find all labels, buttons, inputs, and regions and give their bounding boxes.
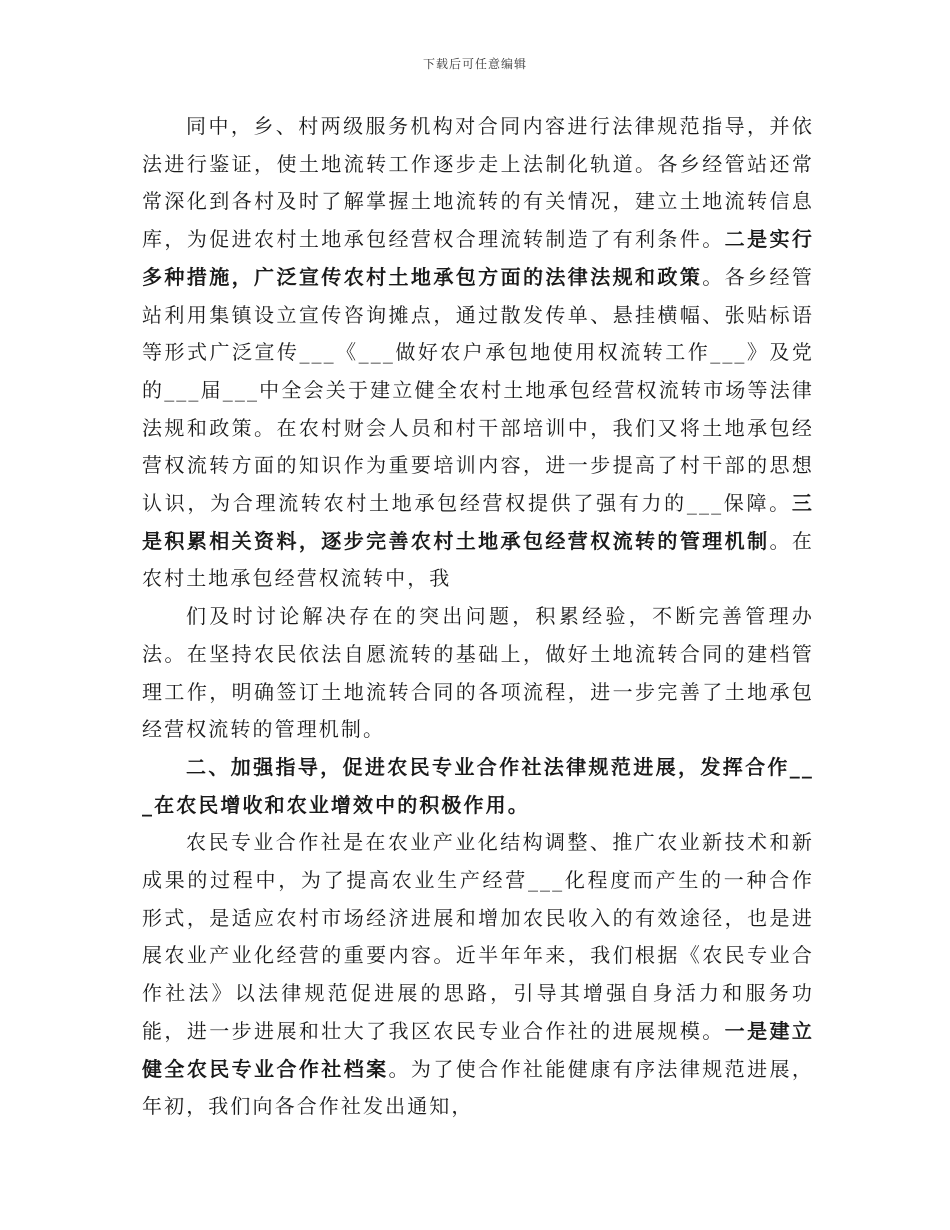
- paragraph-1-bold-point-three: 三是积累相关资料，逐步完善农村土地承包经营权流转的管理机制: [142, 491, 814, 553]
- paragraph-2-text: 们及时讨论解决存在的突出问题，积累经验，不断完善管理办法。在坚持农民依法自愿流转的基础上，做好土地流转合同的建档管理工作，明确签订土地流转合同的各项流程，进一步完善了土地承包经营权流转的管理机制。: [142, 604, 814, 742]
- section-heading-2: [142, 749, 814, 824]
- paragraph-1-bold-point-two: 二是实行多种措施，广泛宣传农村土地承包方面的法律法规和政策: [142, 227, 814, 289]
- paragraph-2: [142, 598, 814, 749]
- paragraph-4-bold-point-one: 一是建立健全农民专业合作社档案: [142, 1018, 814, 1081]
- section-heading-2-text: 二、加强指导，促进农民专业合作社法律规范进展，发挥合作___在农民增收和农业增效中的积极作用。: [142, 754, 814, 817]
- document-body: [142, 108, 814, 1126]
- page-header: 下载后可任意编辑: [422, 57, 527, 71]
- paragraph-4-text-a: 农民专业合作社是在农业产业化结构调整、推广农业新技术和新成果的过程中，为了提高农业生产经营___化程度而产生的一种合作形式，是适应农村市场经济进展和增加农民收入的有效途径，也是进展农业产业化经营的重要内容。近半年年来，我们根据《农民专业合作社法》以法律规范促进展的思路，引导其增强自身活力和服务功能，进一步进展和壮大了我区农民专业合作社的进展规模。: [142, 830, 814, 1043]
- paragraph-1: [142, 108, 814, 598]
- paragraph-4-text-b: 。为了使合作社能健康有序法律规范进展，年初，我们向各合作社发出通知，: [142, 1056, 814, 1119]
- paragraph-1-text-b: 。各乡经管站利用集镇设立宣传咨询摊点，通过散发传单、悬挂横幅、张贴标语等形式广泛宣传___《___做好农户承包地使用权流转工作___》及党的___届___中全会关于建立健全农村土地承包经营权流转市场等法律法规和政策。在农村财会人员和村干部培训中，我们又将土地承包经营权流转方面的知识作为重要培训内容，进一步提高了村干部的思想认识，为合理流转农村土地承包经营权提供了强有力的___保障。: [142, 264, 815, 516]
- paragraph-1-text-a: 同中，乡、村两级服务机构对合同内容进行法律规范指导，并依法进行鉴证，使土地流转工作逐步走上法制化轨道。各乡经管站还常常深化到各村及时了解掌握土地流转的有关情况，建立土地流转信息库，为促进农村土地承包经营权合理流转制造了有利条件。: [142, 114, 814, 252]
- paragraph-4: [142, 824, 814, 1126]
- paragraph-1-text-c: 。在农村土地承包经营权流转中，我: [142, 528, 814, 591]
